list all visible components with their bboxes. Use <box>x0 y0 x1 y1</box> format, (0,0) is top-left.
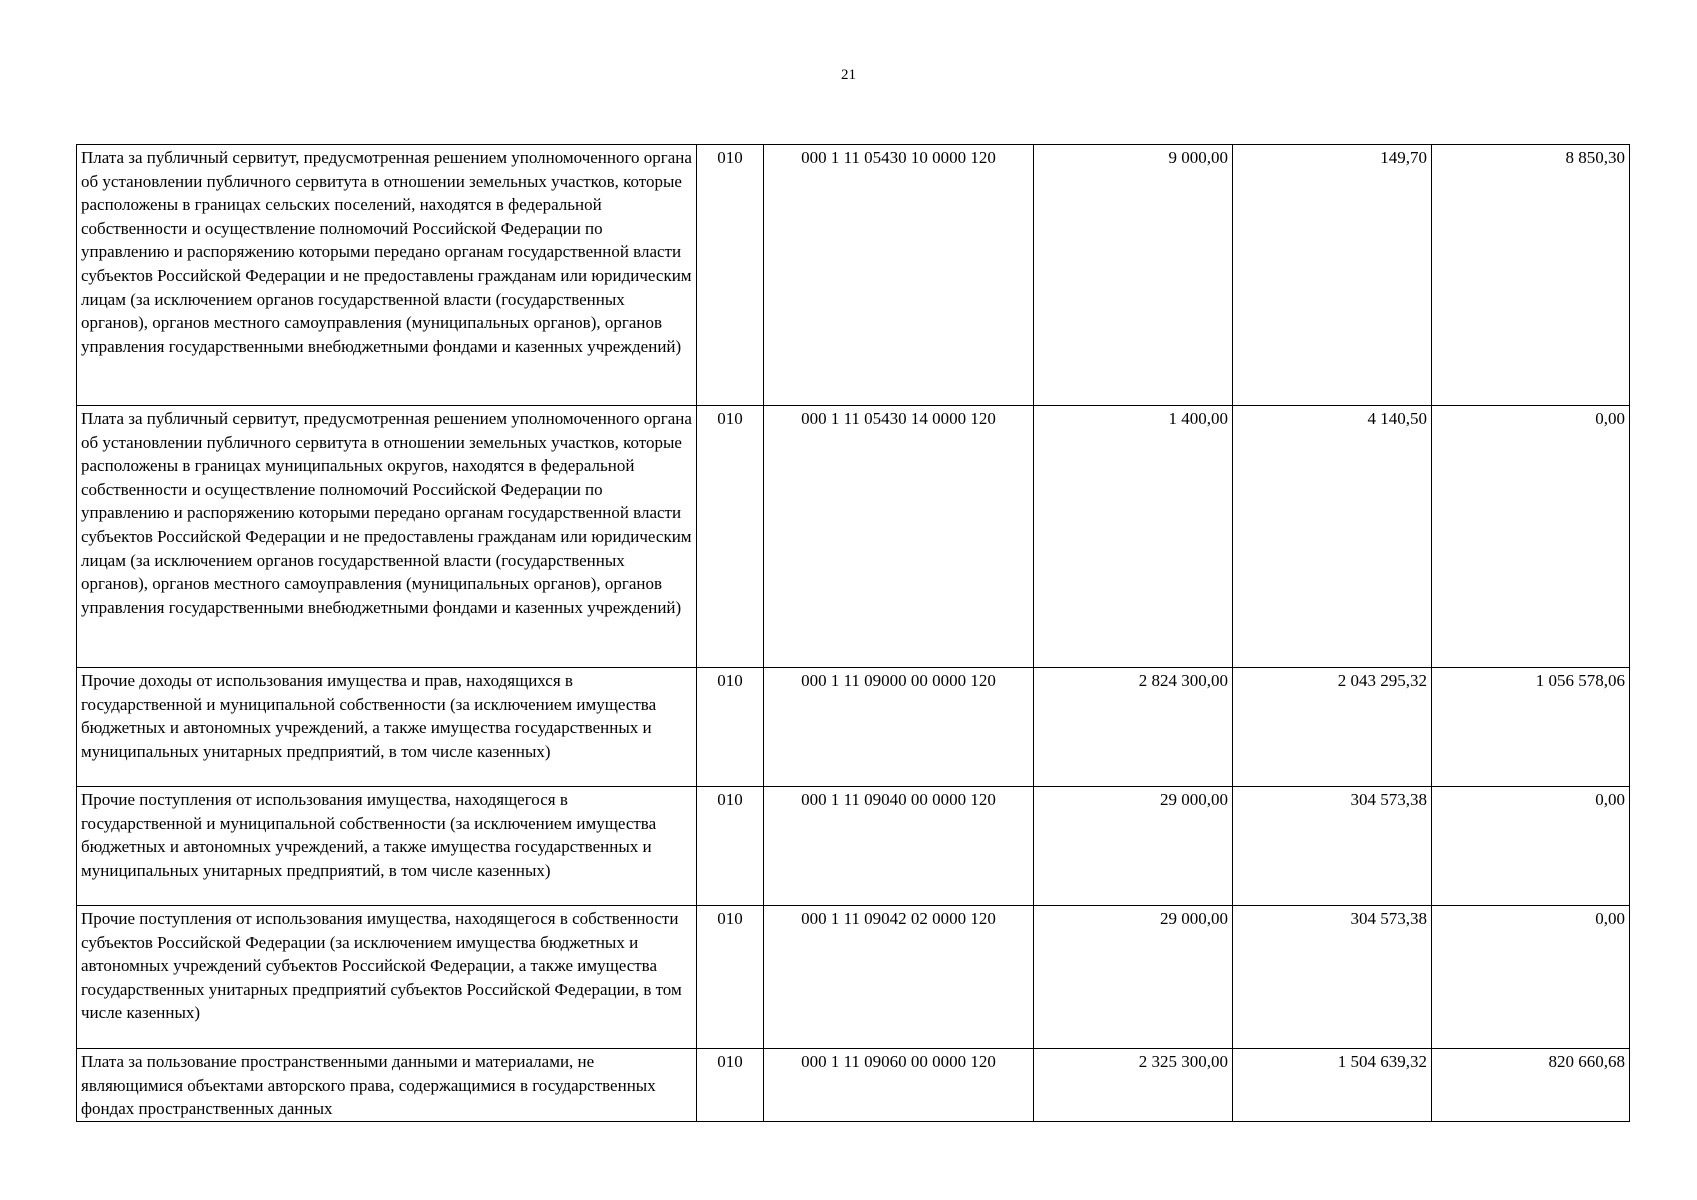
unexecuted-amount-cell: 8 850,30 <box>1432 145 1630 406</box>
kbk-code-cell: 000 1 11 09042 02 0000 120 <box>764 906 1034 1049</box>
row-code-cell: 010 <box>697 787 764 906</box>
approved-amount-cell: 2 824 300,00 <box>1034 668 1233 787</box>
executed-amount-cell: 304 573,38 <box>1233 787 1432 906</box>
table-row <box>77 1049 1630 1122</box>
approved-amount-cell: 9 000,00 <box>1034 145 1233 406</box>
kbk-code-cell: 000 1 11 09000 00 0000 120 <box>764 668 1034 787</box>
approved-amount-cell: 29 000,00 <box>1034 906 1233 1049</box>
unexecuted-amount-cell: 1 056 578,06 <box>1432 668 1630 787</box>
revenue-name-cell: Прочие доходы от использования имущества и прав, находящихся в государственной и муниципальной собственности (за исключением имущества бюджетных и автономных учреждений, а также имущества государственных и муниципальных унитарных предприятий, в том числе казенных) <box>77 668 697 787</box>
revenue-name-cell: Плата за публичный сервитут, предусмотренная решением уполномоченного органа об установлении публичного сервитута в отношении земельных участков, которые расположены в границах сельских поселений, находятся в федеральной собственности и осуществление полномочий Российской Федерации по управлению и распоряжению которыми передано органам государственной власти субъектов Российской Федерации и не предоставлены гражданам или юридическим лицам (за исключением органов государственной власти (государственных органов), органов местного самоуправления (муниципальных органов), органов управления государственными внебюджетными фондами и казенных учреждений) <box>77 145 697 406</box>
table-row <box>77 145 1630 406</box>
unexecuted-amount-cell: 0,00 <box>1432 406 1630 668</box>
executed-amount-cell: 1 504 639,32 <box>1233 1049 1432 1122</box>
revenue-name-cell: Плата за публичный сервитут, предусмотренная решением уполномоченного органа об установлении публичного сервитута в отношении земельных участков, которые расположены в границах муниципальных округов, находятся в федеральной собственности и осуществление полномочий Российской Федерации по управлению и распоряжению которыми передано органам государственной власти субъектов Российской Федерации и не предоставлены гражданам или юридическим лицам (за исключением органов государственной власти (государственных органов), органов местного самоуправления (муниципальных органов), органов управления государственными внебюджетными фондами и казенных учреждений) <box>77 406 697 668</box>
revenue-name-cell: Прочие поступления от использования имущества, находящегося в собственности субъектов Российской Федерации (за исключением имущества бюджетных и автономных учреждений субъектов Российской Федерации, а также имущества государственных унитарных предприятий субъектов Российской Федерации, в том числе казенных) <box>77 906 697 1049</box>
unexecuted-amount-cell: 820 660,68 <box>1432 1049 1630 1122</box>
row-code-cell: 010 <box>697 668 764 787</box>
unexecuted-amount-cell: 0,00 <box>1432 906 1630 1049</box>
row-code-cell: 010 <box>697 406 764 668</box>
unexecuted-amount-cell: 0,00 <box>1432 787 1630 906</box>
revenue-name-cell: Прочие поступления от использования имущества, находящегося в государственной и муниципальной собственности (за исключением имущества бюджетных и автономных учреждений, а также имущества государственных и муниципальных унитарных предприятий, в том числе казенных) <box>77 787 697 906</box>
approved-amount-cell: 29 000,00 <box>1034 787 1233 906</box>
revenue-name-cell: Плата за пользование пространственными данными и материалами, не являющимися объектами авторского права, содержащимися в государственных фондах пространственных данных <box>77 1049 697 1122</box>
page-number: 21 <box>841 67 856 83</box>
executed-amount-cell: 149,70 <box>1233 145 1432 406</box>
row-code-cell: 010 <box>697 906 764 1049</box>
kbk-code-cell: 000 1 11 05430 14 0000 120 <box>764 406 1034 668</box>
executed-amount-cell: 304 573,38 <box>1233 906 1432 1049</box>
kbk-code-cell: 000 1 11 09060 00 0000 120 <box>764 1049 1034 1122</box>
kbk-code-cell: 000 1 11 05430 10 0000 120 <box>764 145 1034 406</box>
approved-amount-cell: 1 400,00 <box>1034 406 1233 668</box>
table-row <box>77 668 1630 787</box>
executed-amount-cell: 4 140,50 <box>1233 406 1432 668</box>
revenue-table <box>76 144 1630 1122</box>
table-row <box>77 906 1630 1049</box>
row-code-cell: 010 <box>697 145 764 406</box>
table-row <box>77 406 1630 668</box>
executed-amount-cell: 2 043 295,32 <box>1233 668 1432 787</box>
approved-amount-cell: 2 325 300,00 <box>1034 1049 1233 1122</box>
kbk-code-cell: 000 1 11 09040 00 0000 120 <box>764 787 1034 906</box>
table-row <box>77 787 1630 906</box>
row-code-cell: 010 <box>697 1049 764 1122</box>
